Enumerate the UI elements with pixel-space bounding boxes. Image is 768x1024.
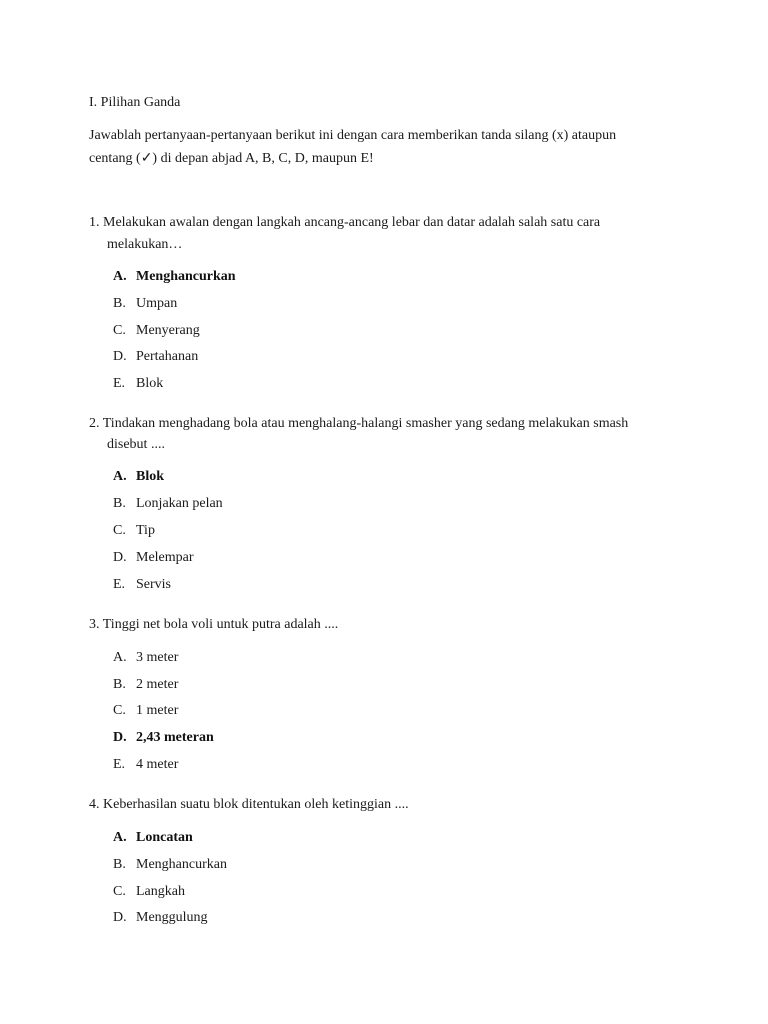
option-letter: C. [113, 703, 126, 718]
option-letter: E. [113, 376, 126, 391]
question-1-option-c [113, 321, 200, 341]
instruction-line-1: Jawablah pertanyaan-pertanyaan berikut ini dengan cara memberikan tanda silang (x) ataupun [89, 128, 617, 143]
option-letter: E. [113, 577, 126, 592]
option-text: 1 meter [136, 703, 179, 718]
instruction-line-2: centang (✓) di depan abjad A, B, C, D, maupun E! [89, 151, 374, 166]
option-text: Servis [136, 577, 171, 592]
question-3-option-b [113, 675, 178, 695]
option-letter: B. [113, 296, 126, 311]
option-text: Tip [136, 523, 155, 538]
option-text: Menyerang [136, 323, 200, 338]
option-letter: D. [113, 910, 127, 925]
option-text: Menghancurkan [136, 269, 236, 284]
question-1-option-b [113, 294, 177, 314]
option-letter: B. [113, 496, 126, 511]
question-1-text-cont: melakukan… [107, 237, 183, 252]
option-letter: C. [113, 323, 126, 338]
option-text: Menggulung [136, 910, 208, 925]
question-2-option-c [113, 521, 155, 541]
question-2-option-b [113, 494, 223, 514]
option-text: 4 meter [136, 757, 179, 772]
option-letter: A. [113, 469, 127, 484]
question-3-option-a [113, 648, 178, 668]
question-4-text: 4. Keberhasilan suatu blok ditentukan oleh ketinggian .... [89, 797, 409, 812]
question-2-option-e [113, 575, 171, 595]
question-2-text: 2. Tindakan menghadang bola atau menghalang-halangi smasher yang sedang melakukan smash [89, 416, 629, 431]
question-2-option-d [113, 548, 194, 568]
option-letter: D. [113, 349, 127, 364]
option-letter: B. [113, 857, 126, 872]
option-text: Langkah [136, 884, 185, 899]
section-title: I. Pilihan Ganda [89, 95, 181, 110]
option-text: 2 meter [136, 677, 179, 692]
option-text: Blok [136, 469, 165, 484]
question-4-option-a [113, 828, 193, 848]
option-text: Melempar [136, 550, 194, 565]
option-text: Pertahanan [136, 349, 199, 364]
option-text: Umpan [136, 296, 178, 311]
option-letter: C. [113, 523, 126, 538]
question-1-option-a [113, 267, 236, 287]
question-2-option-a [113, 467, 164, 487]
question-1-option-d [113, 347, 198, 367]
option-letter: A. [113, 650, 127, 665]
option-text: 3 meter [136, 650, 179, 665]
option-text: 2,43 meteran [136, 730, 214, 745]
question-3-text: 3. Tinggi net bola voli untuk putra adalah .... [89, 617, 339, 632]
question-1-option-e [113, 374, 163, 394]
option-letter: A. [113, 830, 127, 845]
option-letter: E. [113, 757, 126, 772]
question-1-text: 1. Melakukan awalan dengan langkah ancang-ancang lebar dan datar adalah salah satu cara [89, 215, 601, 230]
option-letter: A. [113, 269, 127, 284]
option-letter: D. [113, 730, 127, 745]
option-letter: C. [113, 884, 126, 899]
option-text: Lonjakan pelan [136, 496, 223, 511]
option-letter: D. [113, 550, 127, 565]
option-text: Loncatan [136, 830, 193, 845]
option-text: Menghancurkan [136, 857, 227, 872]
question-4-option-c [113, 882, 185, 902]
option-letter: B. [113, 677, 126, 692]
question-3-option-c [113, 701, 178, 721]
option-text: Blok [136, 376, 164, 391]
question-4-option-d [113, 908, 208, 928]
question-2-text-cont: disebut .... [107, 437, 165, 452]
question-3-option-e [113, 755, 178, 775]
question-3-option-d [113, 728, 214, 748]
question-4-option-b [113, 855, 227, 875]
